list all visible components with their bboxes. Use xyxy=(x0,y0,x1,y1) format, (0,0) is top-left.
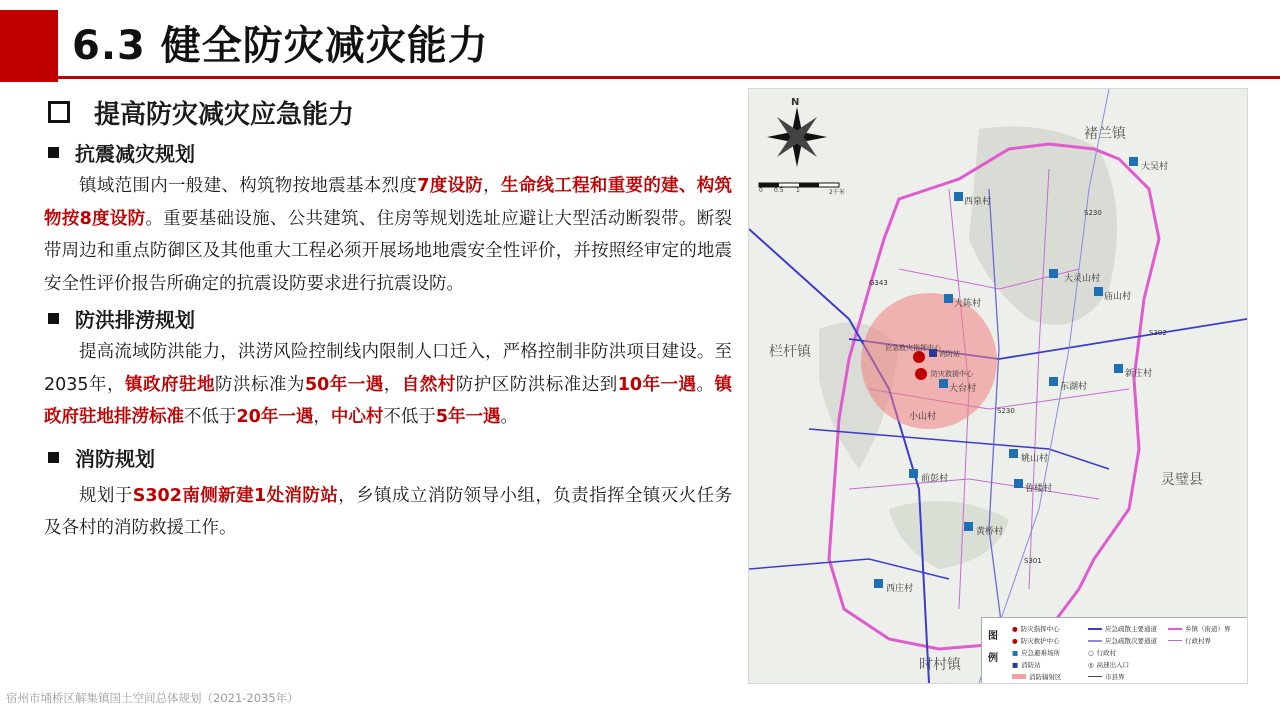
map-place-lingbi: 灵璧县 xyxy=(1161,472,1203,488)
map-graphic xyxy=(749,89,1247,683)
section-heading-text: 提高防灾减灾应急能力 xyxy=(94,99,355,130)
filled-square-icon xyxy=(48,313,59,324)
map-legend: 图例 ● 防灾指挥中心 ● 防灾救护中心 ■ 应急避难场所 ■ 消防站 消防辐射区 应急疏散主要通道 应急疏散次要通道 ○ 行政村 ◎ 高速出入口 市县界 乡镇（街道）界 行政村界 xyxy=(981,617,1248,684)
footer-caption: 宿州市埇桥区解集镇国土空间总体规划（2021-2035年） xyxy=(6,691,299,705)
hollow-square-icon xyxy=(48,101,70,123)
quake-heading: 抗震减灾规划 xyxy=(44,134,732,170)
fire-paragraph: 规划于S302南侧新建1处消防站，乡镇成立消防领导小组，负责指挥全镇灭火任务及各村的消防救援工作。 xyxy=(44,485,733,538)
filled-square-icon xyxy=(48,147,59,158)
fire-heading: 消防规划 xyxy=(44,440,732,476)
title-accent-block xyxy=(0,10,58,82)
flood-heading: 防洪排涝规划 xyxy=(44,300,732,336)
section-heading xyxy=(44,90,732,134)
map-place-shicun: 时村镇 xyxy=(919,657,961,673)
flood-paragraph: 提高流域防洪能力，洪涝风险控制线内限制人口迁入，严格控制非防洪项目建设。至2035年，镇政府驻地防洪标准为50年一遇，自然村防护区防洪标准达到10年一遇。镇政府驻地排涝标准不低于20年一遇，中心村不低于5年一遇。 xyxy=(44,342,733,427)
north-label: N xyxy=(791,97,800,108)
filled-square-icon xyxy=(48,452,59,463)
map-place-chulan: 褚兰镇 xyxy=(1084,126,1126,142)
page-title: 6.3 健全防灾减灾能力 xyxy=(72,23,489,69)
map-place-langan: 栏杆镇 xyxy=(769,344,811,360)
disaster-plan-map: N 0 0.5 1 2千米 褚兰镇 栏杆镇 灵璧县 时村镇 大吴村 西泉村 庙山村 大灵山村 新庄村 大台村 东湖村 大陈村 前彭村 姚山村 鲁楼村 黄桥村 西庄村 小山村 应急救灾指挥中心 消防站 防灾救援中心 S302 G343 S230 S301 S230 图例 ● 防灾指挥中心 ● 防灾救护中心 ■ 应急避难场所 ■ 消防站 消防辐射区 应急疏散主要通道 应急疏散次要通道 ○ 行政村 ◎ 高速出入口 市县界 乡镇（街道）界 行政村界 xyxy=(748,88,1248,684)
content-column xyxy=(44,88,732,545)
title-underline xyxy=(58,76,1280,79)
quake-paragraph: 镇域范围内一般建、构筑物按地震基本烈度7度设防，生命线工程和重要的建、构筑物按8度设防。重要基础设施、公共建筑、住房等规划选址应避让大型活动断裂带。断裂带周边和重点防御区及其他重大工程必须开展场地地震安全性评价，并按照经审定的地震安全性评价报告所确定的抗震设防要求进行抗震设防。 xyxy=(44,176,733,294)
